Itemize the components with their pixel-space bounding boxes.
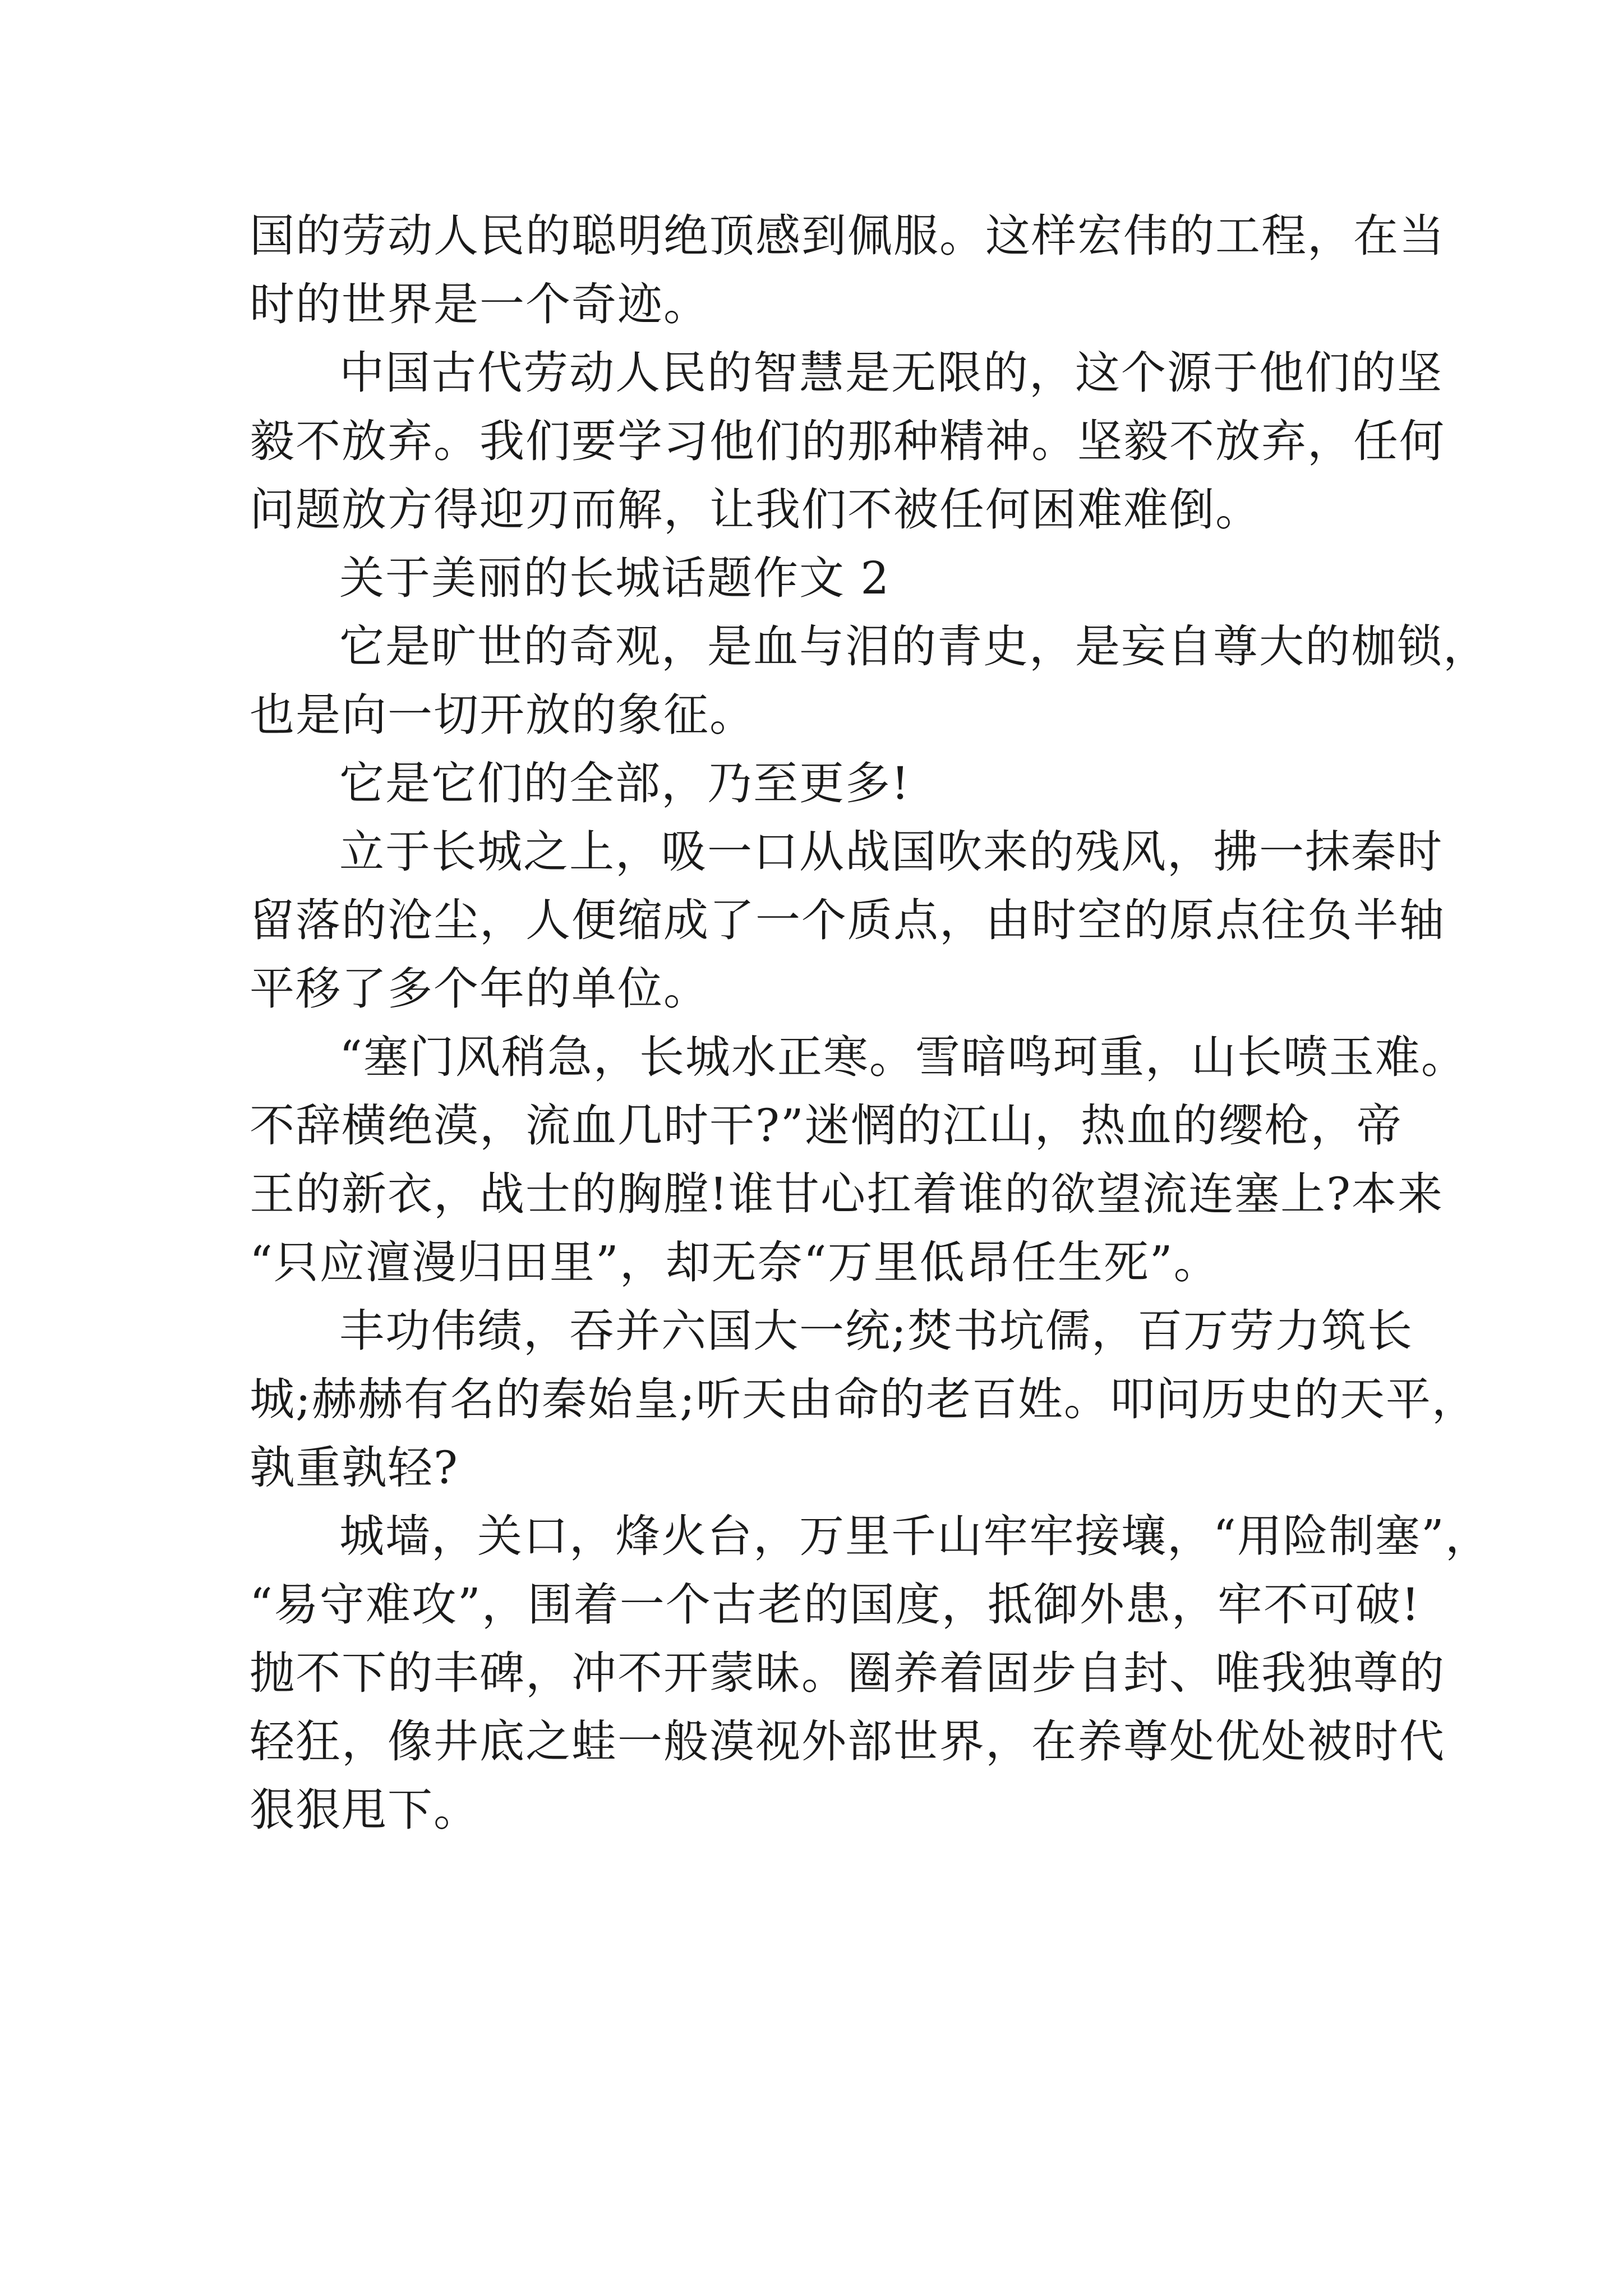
text-line: 它是旷世的奇观，是血与泪的青史，是妄自尊大的枷锁， (339, 620, 1489, 673)
text-line: 城;赫赫有名的秦始皇;听天由命的老百姓。叩问历史的天平， (250, 1373, 1478, 1425)
text-line: 城墙，关口，烽火台，万里千山牢牢接壤，“用险制塞”， (339, 1510, 1491, 1562)
text-line: 狠狠甩下。 (250, 1784, 479, 1836)
text-line: 国的劳动人民的聪明绝顶感到佩服。这样宏伟的工程，在当 (250, 210, 1445, 262)
text-line: 丰功伟绩，吞并六国大一统;焚书坑儒，百万劳力筑长 (339, 1305, 1413, 1357)
section-heading: 关于美丽的长城话题作文 2 (339, 552, 891, 604)
document-body (250, 202, 1491, 1844)
text-line: 中国古代劳动人民的智慧是无限的，这个源于他们的坚 (339, 347, 1443, 399)
text-line: 留落的沧尘，人便缩成了一个质点，由时空的原点往负半轴 (250, 894, 1445, 946)
text-line: 也是向一切开放的象征。 (250, 689, 755, 741)
text-line: “易守难攻”，围着一个古老的国度，抵御外患，牢不可破! (250, 1579, 1421, 1631)
text-line: 轻狂，像井底之蛙一般漠视外部世界，在养尊处优处被时代 (250, 1715, 1445, 1768)
text-line: 立于长城之上，吸一口从战国吹来的残风，拂一抹秦时 (339, 826, 1443, 878)
text-line: 问题放方得迎刃而解，让我们不被任何困难难倒。 (250, 484, 1261, 536)
text-line: 它是它们的全部，乃至更多! (339, 757, 911, 809)
text-line: 孰重孰轻? (250, 1442, 459, 1494)
text-line: “只应澶漫归田里”，却无奈“万里低昂任生死”。 (250, 1236, 1220, 1289)
text-line: 时的世界是一个奇迹。 (250, 278, 709, 330)
text-line: 抛不下的丰碑，冲不开蒙昧。圈养着固步自封、唯我独尊的 (250, 1647, 1445, 1699)
text-line: 平移了多个年的单位。 (250, 963, 709, 1015)
text-line: 毅不放弃。我们要学习他们的那种精神。坚毅不放弃，任何 (250, 415, 1445, 467)
text-line: 王的新衣，战士的胸膛!谁甘心扛着谁的欲望流连塞上?本来 (250, 1168, 1444, 1220)
text-line: 不辞横绝漠，流血几时干?”迷惘的江山，热血的缨枪，帝 (250, 1099, 1403, 1152)
text-line: “塞门风稍急，长城水正寒。雪暗鸣珂重，山长喷玉难。 (339, 1031, 1467, 1083)
